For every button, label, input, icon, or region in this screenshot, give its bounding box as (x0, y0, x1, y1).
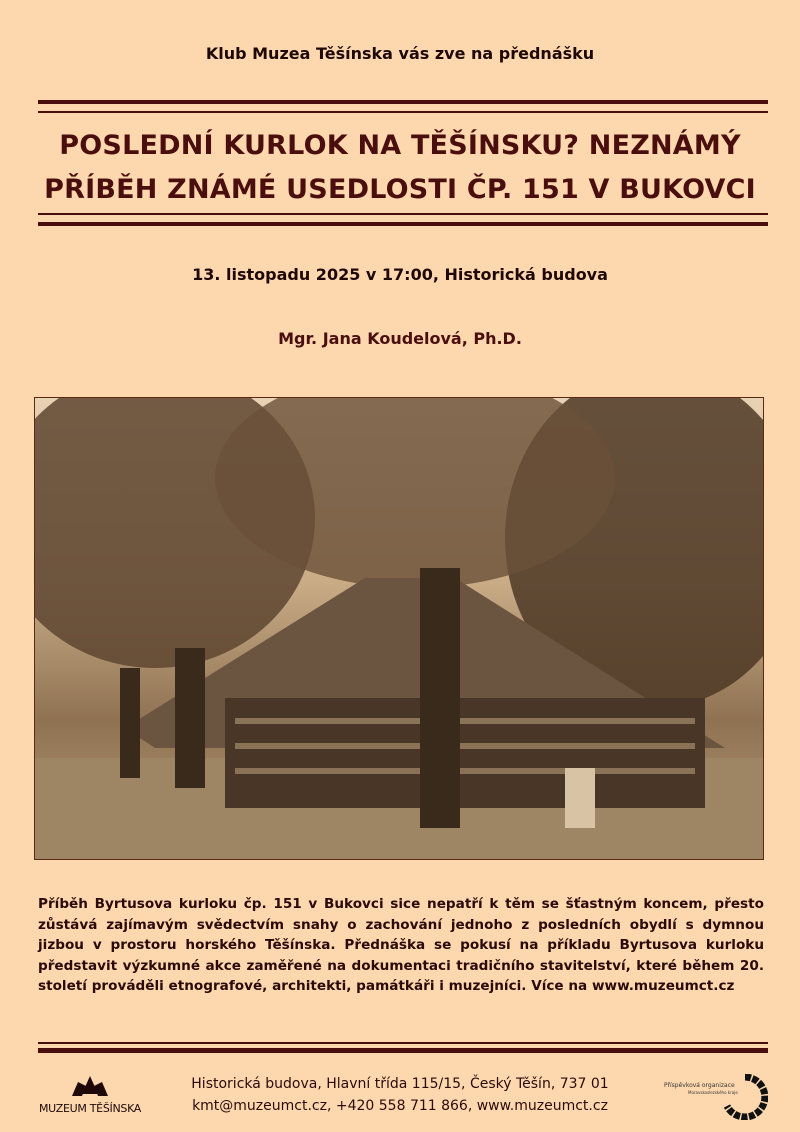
footer-contact-line: kmt@muzeumct.cz, +420 558 711 866, www.muzeumct.cz (192, 1098, 608, 1114)
divider (38, 1048, 768, 1053)
poster-title (0, 124, 800, 212)
divider (38, 213, 768, 215)
divider (38, 111, 768, 113)
title-line-1: POSLEDNÍ KURLOK NA TĚŠÍNSKU? NEZNÁMÝ (59, 130, 741, 161)
footer-address: Historická budova, Hlavní třída 115/15, Český Těšín, 737 01 (191, 1076, 609, 1092)
region-circle-icon (722, 1074, 768, 1120)
divider (38, 222, 768, 226)
museum-logo-text: MUZEUM TĚŠÍNSKA (38, 1102, 142, 1115)
region-logo-line1: Příspěvková organizace (664, 1082, 735, 1089)
speaker-name: Mgr. Jana Koudelová, Ph.D. (278, 329, 522, 348)
historic-photo-farmhouse (34, 397, 764, 860)
divider (38, 1042, 768, 1044)
title-line-2: PŘÍBĚH ZNÁMÉ USEDLOSTI ČP. 151 V BUKOVCI (44, 174, 756, 205)
event-date-place: 13. listopadu 2025 v 17:00, Historická budova (192, 265, 608, 284)
intro-text: Klub Muzea Těšínska vás zve na přednášku (205, 44, 595, 63)
region-logo-line2: Moravskoslezského kraje (688, 1090, 738, 1095)
lecture-description: Příběh Byrtusova kurloku čp. 151 v Bukovci sice nepatří k těm se šťastným koncem, přesto zůstává zajímavým svědectvím snahy o zachování jednoho z posledních obydlí s dymnou jizbou v prostoru horského Těšínska. Přednáška se pokusí na příkladu Byrtusova kurloku představit výzkumné akce zaměřené na dokumentaci tradičního stavitelství, které během 20. století prováděli etnografové, architekti, památkáři i muzejníci. Více na www.muzeumct.cz (38, 896, 764, 994)
divider (38, 100, 768, 104)
region-logo (664, 1074, 774, 1120)
